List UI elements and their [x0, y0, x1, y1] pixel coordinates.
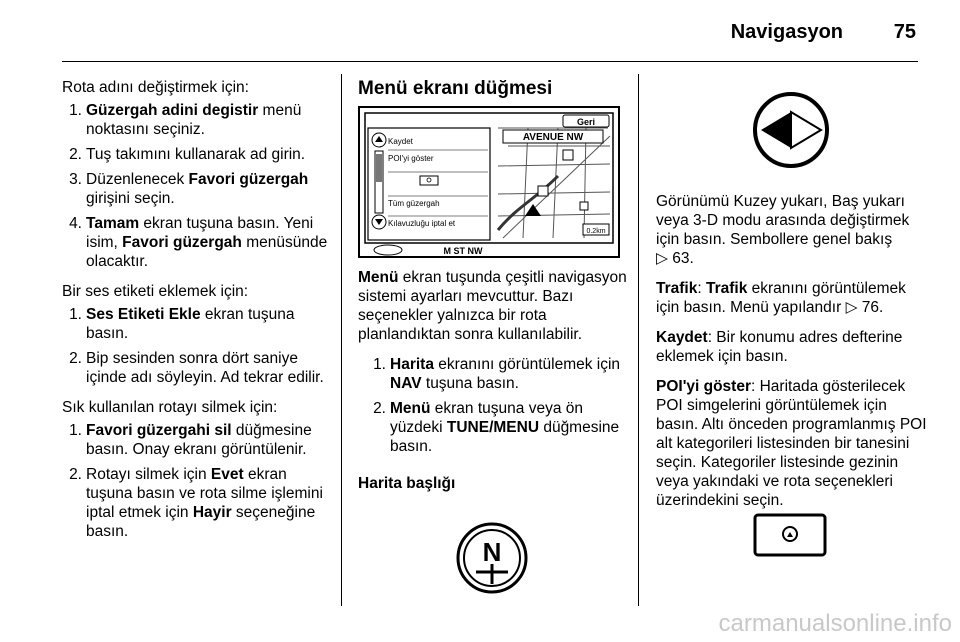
list-item: 4. Tamam ekran tuşuna basın. Yeni isim, Favori güzergah menüsünde olacaktır.: [69, 215, 328, 270]
intro-delete: Sık kullanılan rotayı silmek için:: [62, 399, 278, 416]
column-2-body: [358, 268, 630, 493]
list-item: 1. Güzergah adini degistir menü noktasını seçiniz.: [69, 102, 302, 138]
rename-steps: [62, 101, 330, 271]
column-divider-2: [638, 74, 639, 606]
traffic-paragraph: Trafik: Trafik ekranını görüntülemek için basın. Menü yapılandır ▷ 76.: [656, 280, 906, 316]
list-item: 3. Düzenlenecek Favori güzergah girişini seçin.: [69, 171, 309, 207]
map-scale: 0.2km: [586, 228, 606, 235]
menu-item-whole-route[interactable]: Tüm güzergah: [388, 199, 440, 208]
ref-arrow-63: ▷ 63.: [656, 250, 694, 267]
poi-button-icon: [752, 512, 828, 558]
save-paragraph: Kaydet: Bir konumu adres defterine eklemek için basın.: [656, 329, 903, 365]
nav-screen-illustration: [358, 106, 620, 258]
delete-steps: [62, 421, 330, 541]
column-3: [656, 192, 928, 521]
view-mode-paragraph: Görünümü Kuzey yukarı, Baş yukarı veya 3-D modu arasında değiştirmek için basın. Sembollere genel bakış ▷ 63.: [656, 193, 910, 267]
page-title: Navigasyon: [730, 21, 843, 43]
nav-logo-icon: [374, 245, 402, 255]
intro-rename: Rota adını değiştirmek için:: [62, 79, 249, 96]
back-button-label: Geri: [576, 117, 596, 127]
menu-item-save[interactable]: Kaydet: [388, 137, 413, 146]
column-divider-1: [341, 74, 342, 606]
poi-paragraph: POI'yi göster: Haritada gösterilecek POI simgelerini görüntülemek için basın. Altı önceden programlanmış POI alt kategorileri listesinden bir tanesini seçin. Kategoriler listesinde gezinin veya yakındaki ve rota seçenekleri üzerindekini seçin.: [656, 378, 927, 509]
view-mode-icon: [749, 88, 833, 172]
list-item: 2. Rotayı silmek için Evet ekran tuşuna basın ve rota silme işlemini iptal etmek için Hayir seçeneğine basın.: [69, 466, 323, 540]
column-1: [62, 78, 330, 552]
list-item: 2. Menü ekran tuşuna veya ön yüzdeki TUNE/MENU düğmesine basın.: [373, 400, 620, 455]
section-title: Menü ekranı düğmesi: [358, 78, 553, 99]
menu-steps: [366, 355, 630, 456]
bottom-street-label: M ST NW: [443, 246, 483, 256]
menu-item-cancel-guidance[interactable]: Kılavuzluğu iptal et: [388, 219, 456, 228]
menu-item-show-poi[interactable]: POI'yi göster: [388, 154, 434, 163]
intro-voice-tag: Bir ses etiketi eklemek için:: [62, 283, 249, 300]
voice-tag-steps: [62, 305, 330, 387]
map-street-label: AVENUE NW: [522, 132, 584, 143]
list-item: 1. Harita ekranını görüntülemek için NAV tuşuna basın.: [373, 356, 621, 392]
list-item: 1. Favori güzergahi sil düğmesine basın. Onay ekranı görüntülenir.: [69, 422, 312, 458]
watermark: carmanualsonline.info: [718, 610, 952, 637]
list-item: 1. Ses Etiketi Ekle ekran tuşuna basın.: [69, 306, 295, 342]
menu-paragraph: Menü ekran tuşunda çeşitli navigasyon sistemi ayarları mevcuttur. Bazı seçenekler yalnızca bir rota planlandıktan sonra kullanılabilir.: [358, 269, 627, 343]
page-number: 75: [893, 21, 916, 43]
poi-icon: [420, 176, 438, 185]
header-rule: [62, 61, 918, 62]
map-heading-subtitle: Harita başlığı: [358, 475, 456, 492]
compass-north-icon: [452, 518, 532, 598]
ref-arrow-76: ▷ 76.: [845, 299, 884, 316]
compass-letter: N: [482, 537, 502, 567]
list-item: 2. Bip sesinden sonra dört saniye içinde adı söyleyin. Ad tekrar edilir.: [69, 350, 324, 386]
list-item: 2. Tuş takımını kullanarak ad girin.: [69, 146, 306, 163]
